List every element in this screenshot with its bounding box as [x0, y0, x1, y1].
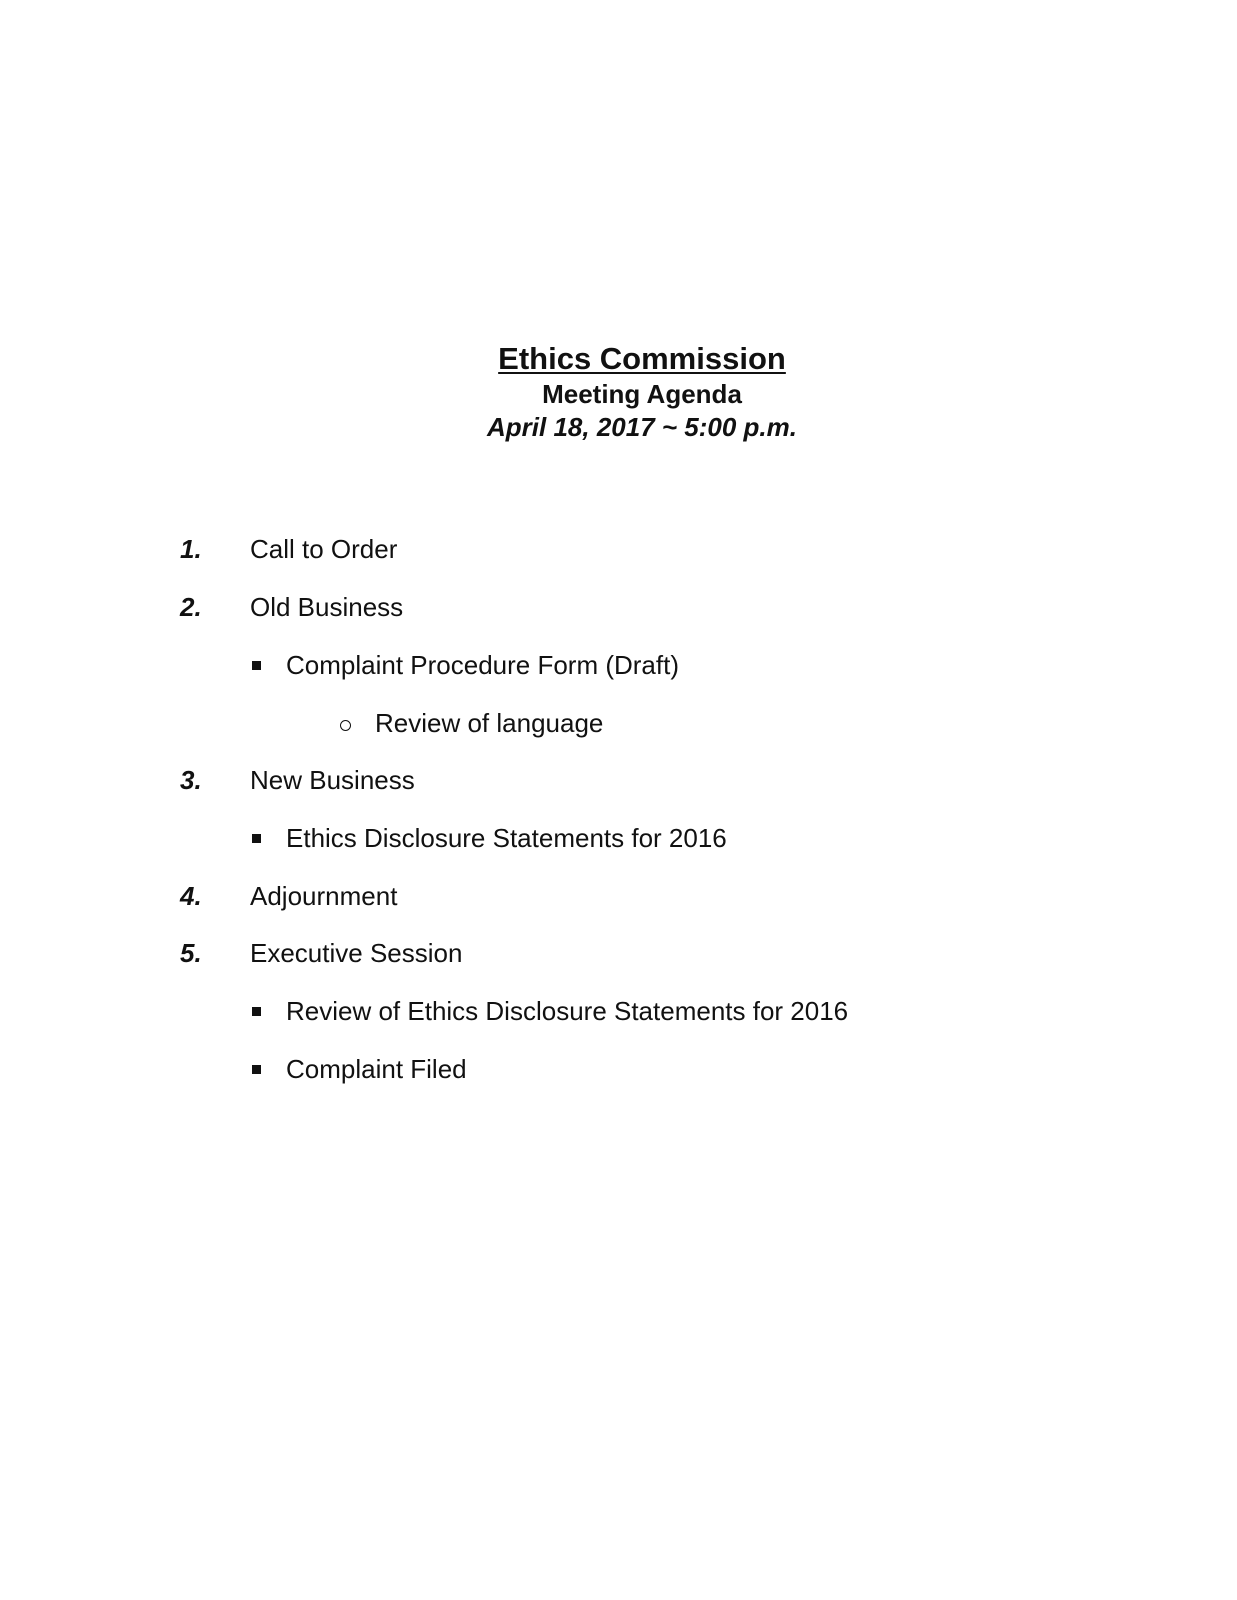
agenda-item-number: 2. [180, 592, 202, 622]
square-bullet-icon [252, 661, 261, 670]
agenda-item-label: Adjournment [250, 881, 398, 911]
meeting-date: April 18, 2017 ~ 5:00 p.m. [487, 412, 797, 442]
agenda-subsubitem-label: Review of language [375, 708, 604, 738]
square-bullet-icon [252, 1007, 261, 1016]
agenda-subitem-label: Review of Ethics Disclosure Statements for 2016 [286, 996, 849, 1026]
agenda-item-label: Executive Session [250, 938, 463, 968]
agenda-item-label: Old Business [250, 592, 404, 622]
square-bullet-icon [252, 1065, 261, 1074]
agenda-item-number: 1. [180, 534, 202, 564]
agenda-item-number: 5. [180, 938, 202, 968]
agenda-item-label: New Business [250, 765, 415, 795]
agenda-item-number: 3. [180, 765, 202, 795]
document-title: Ethics Commission [498, 341, 786, 376]
agenda-item-number: 4. [180, 881, 202, 911]
agenda-item-label: Call to Order [250, 534, 398, 564]
agenda-subitem-label: Complaint Procedure Form (Draft) [286, 650, 679, 680]
square-bullet-icon [252, 834, 261, 843]
circle-bullet-icon [340, 720, 351, 731]
agenda-header [0, 340, 1237, 444]
agenda-subitem-label: Complaint Filed [286, 1054, 467, 1084]
agenda-subitem-label: Ethics Disclosure Statements for 2016 [286, 823, 727, 853]
document-subtitle: Meeting Agenda [542, 379, 742, 409]
